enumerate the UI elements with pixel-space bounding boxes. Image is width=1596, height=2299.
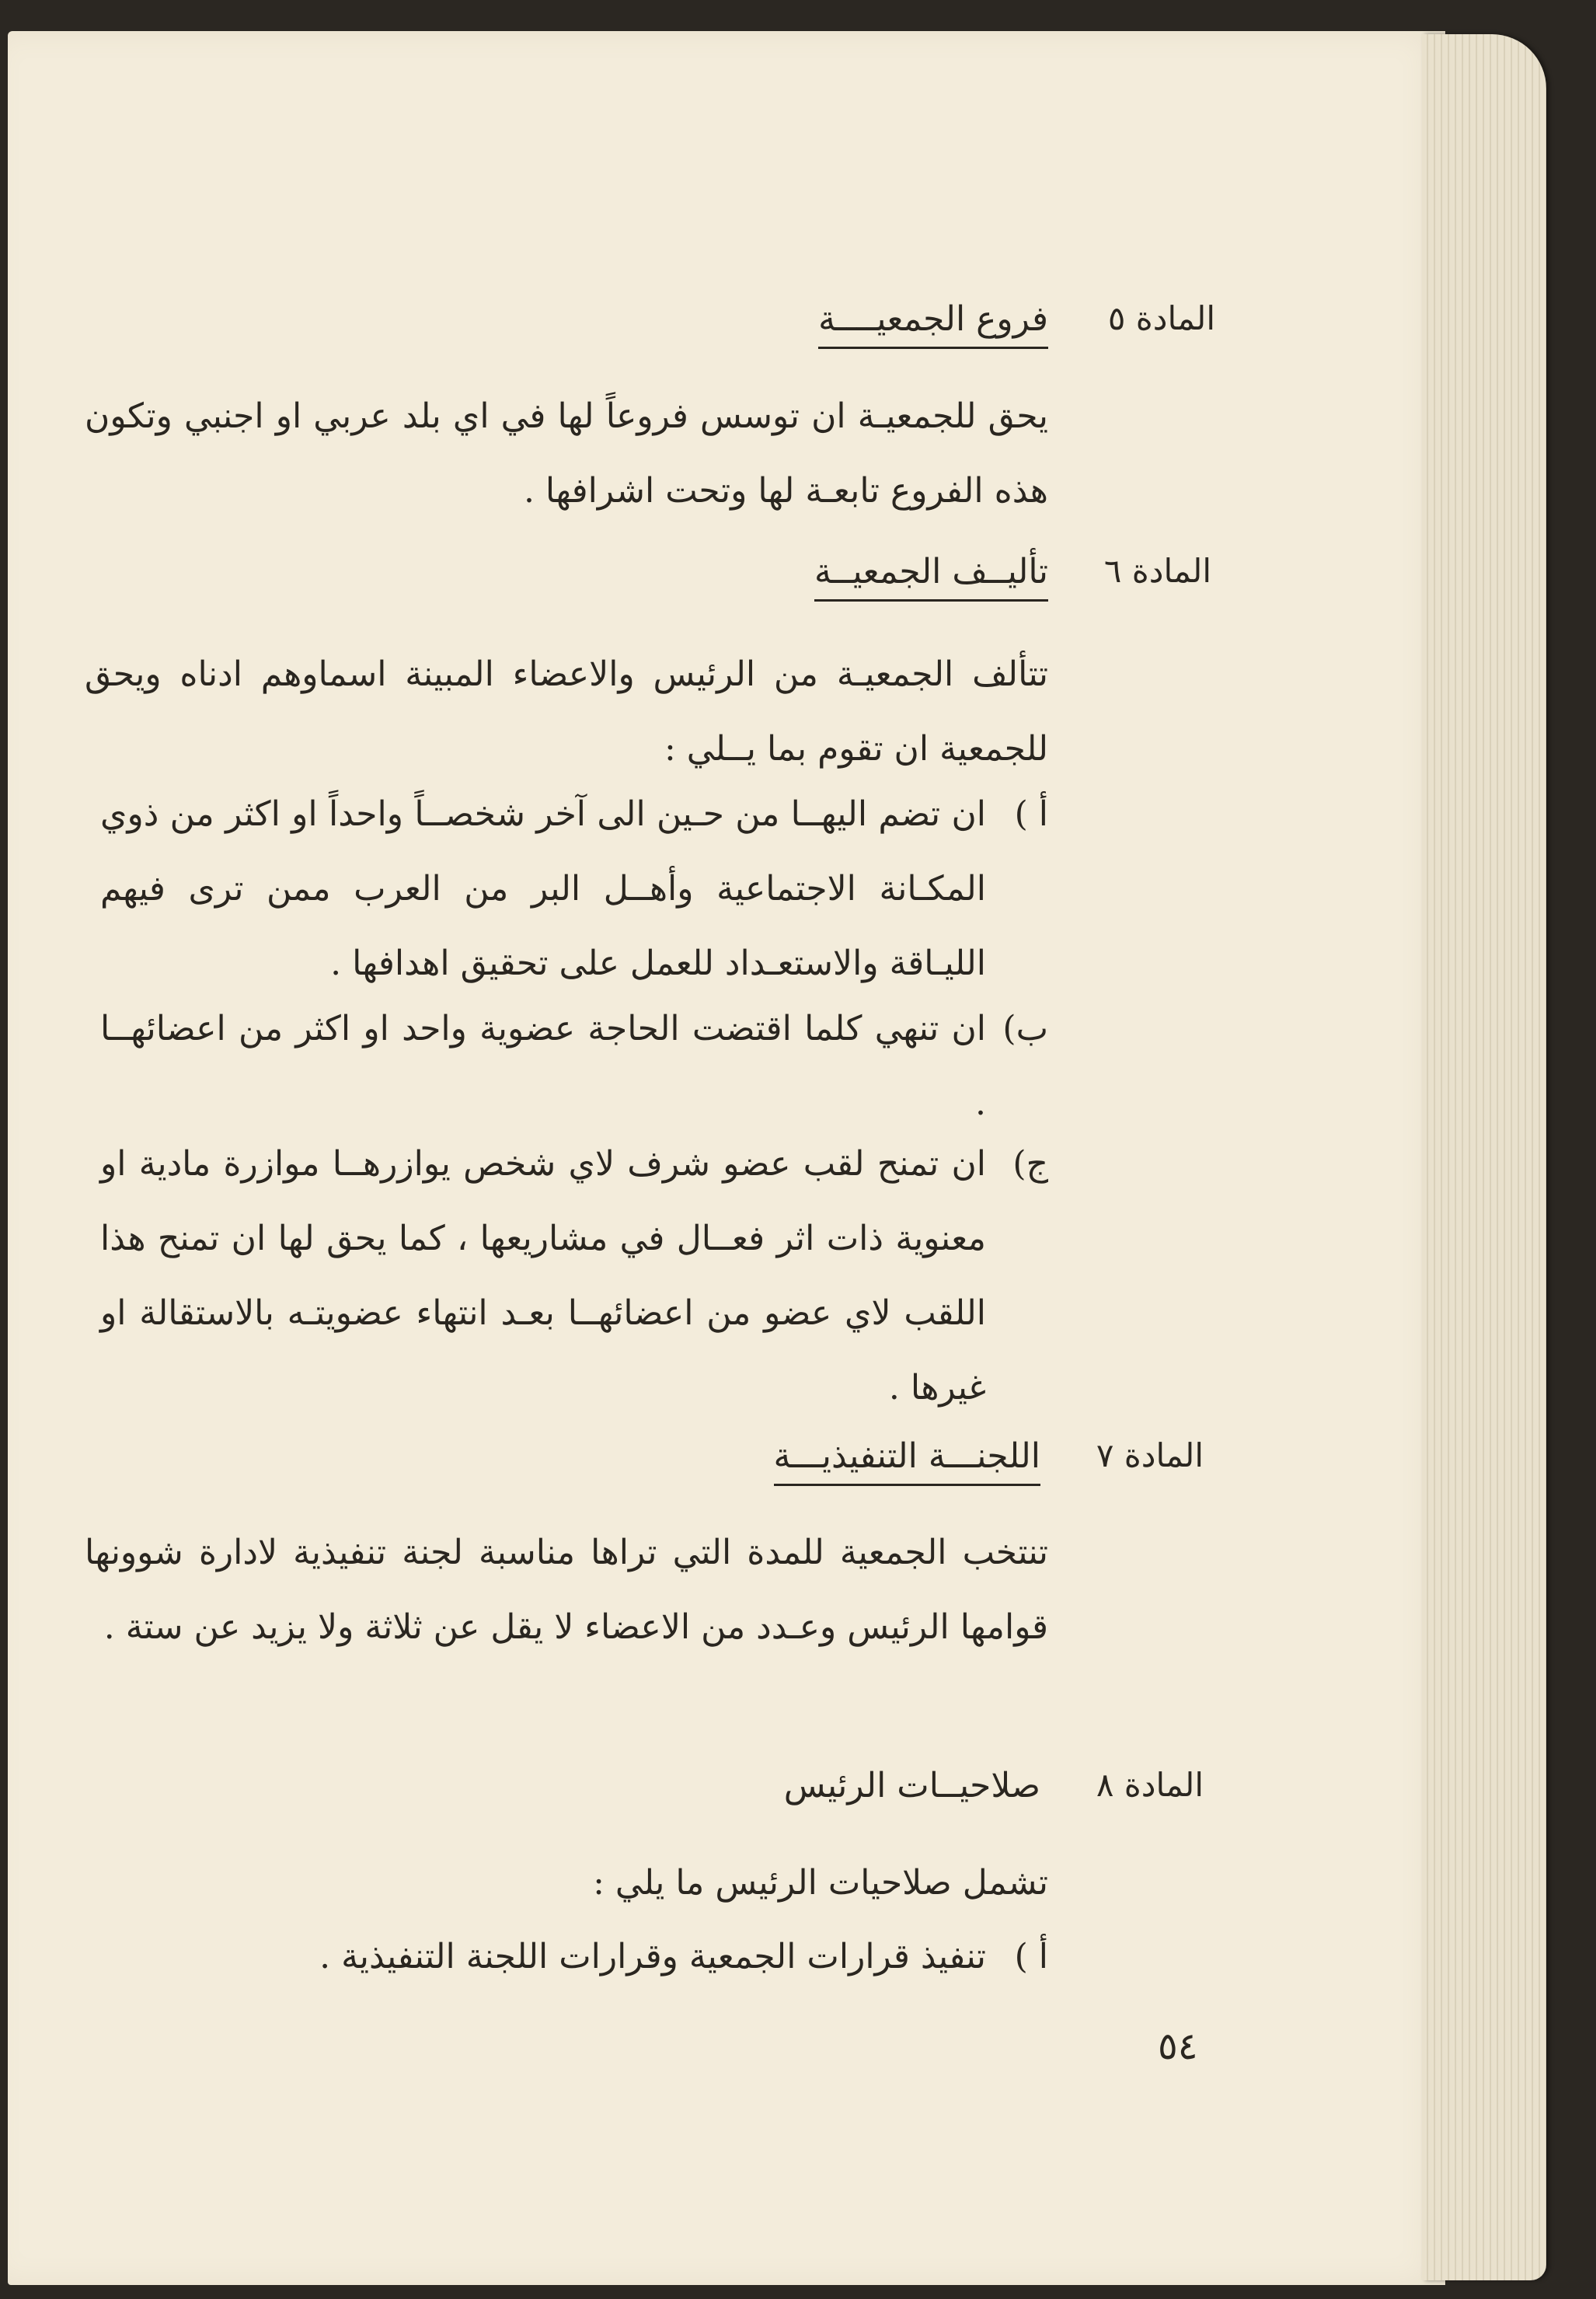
article-7-label: المادة ٧	[1096, 1436, 1204, 1474]
article-8-item-a	[85, 1920, 1048, 1994]
item-text: ان تنهي كلما اقتضت الحاجة عضوية واحد او اكثر من اعضائهــا .	[100, 1009, 986, 1123]
item-text: تنفيذ قرارات الجمعية وقرارات اللجنة التنفيذية .	[319, 1937, 986, 1976]
article-5-heading: فروع الجمعيــــة	[818, 299, 1048, 349]
item-text: ان تمنح لقب عضو شرف لاي شخص يوازرهــا موازرة مادية او معنوية ذات اثر فعــال في مشاريعها ، كما يحق لها ان تمنح هذا اللقب لاي عضو من اعضائهــا بعـد انتهاء عضويتـه بالاستقالة او غيرها .	[100, 1144, 986, 1408]
item-marker: أ )	[1014, 794, 1048, 834]
item-text: ان تضم اليهــا من حـين الى آخر شخصــاً واحداً او اكثر من ذوي المكـانة الاجتماعية وأهــل البر من العرب ممن ترى فيهم الليـاقة والاستعـداد للعمل على تحقيق اهدافها .	[100, 794, 986, 983]
article-8-heading: صلاحيــات الرئيس	[783, 1766, 1040, 1805]
article-6-label: المادة ٦	[1103, 552, 1211, 590]
article-8-label: المادة ٨	[1096, 1766, 1204, 1804]
article-6-text: تتألف الجمعيـة من الرئيس والاعضاء المبينة اسماوهم ادناه ويحق للجمعية ان تقوم بما يــلي :	[85, 654, 1048, 769]
article-8-text: تشمل صلاحيات الرئيس ما يلي :	[593, 1863, 1048, 1903]
article-5-text: يحق للجمعيـة ان توسس فروعاً لها في اي بلد عربي او اجنبي وتكون هذه الفروع تابعـة لها وتحت اشرافها .	[85, 396, 1048, 511]
article-6-item-c	[85, 1127, 1048, 1425]
article-6-item-b	[85, 992, 1048, 1141]
article-7-text: تنتخب الجمعية للمدة التي تراها مناسبة لجنة تنفيذية لادارة شوونها قوامها الرئيس وعـدد من الاعضاء لا يقل عن ثلاثة ولا يزيد عن ستة .	[85, 1533, 1048, 1647]
item-marker: ب)	[1002, 1009, 1048, 1048]
page-number: ٥٤	[1158, 2025, 1198, 2068]
item-marker: أ )	[1014, 1937, 1048, 1976]
article-5-label: المادة ٥	[1107, 299, 1215, 337]
item-marker: ج)	[1012, 1144, 1048, 1184]
article-6-item-a	[85, 777, 1048, 1001]
article-7-heading: اللجنـــة التنفيذيـــة	[774, 1436, 1040, 1486]
page-edges	[1422, 34, 1546, 2280]
article-6-heading: تأليــف الجمعيــة	[814, 552, 1048, 602]
